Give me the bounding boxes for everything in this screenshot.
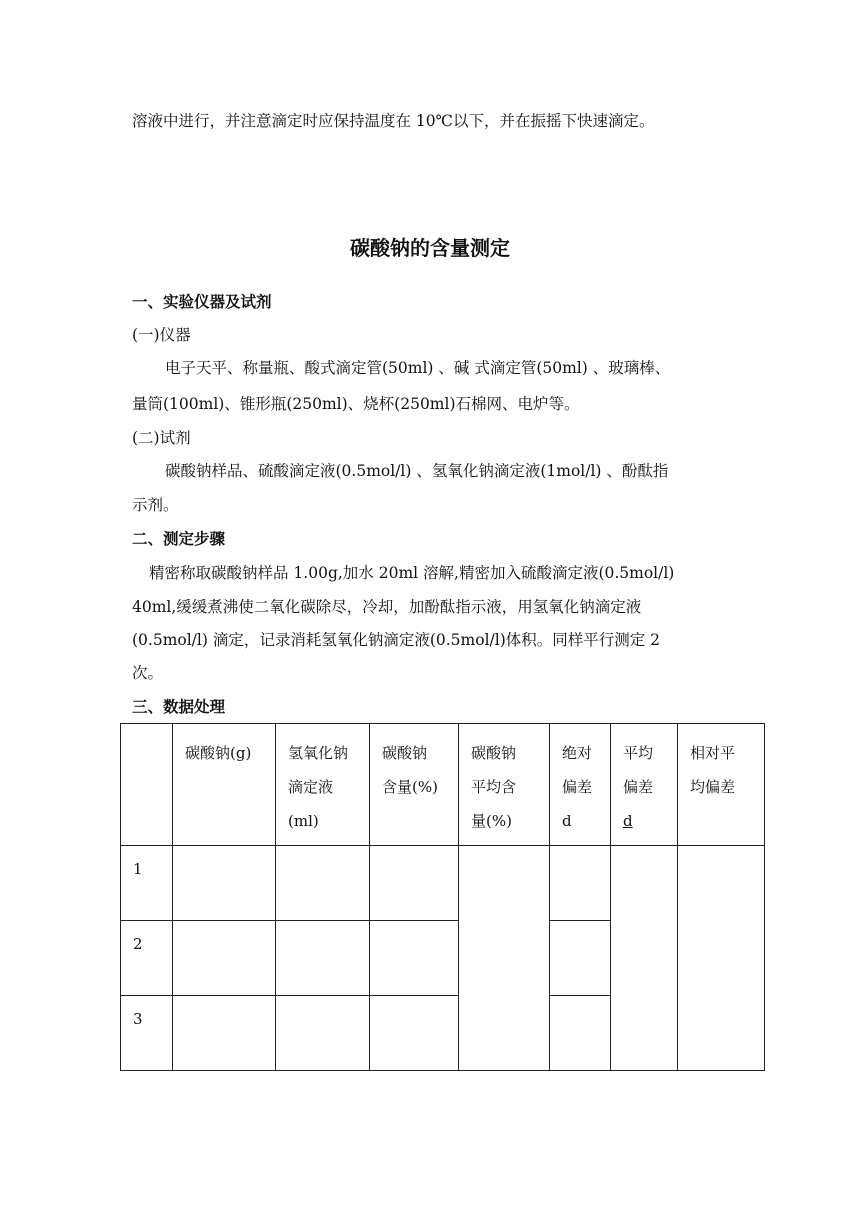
row-number: 1: [121, 846, 173, 921]
section-heading-instruments: 一、实验仪器及试剂: [132, 293, 272, 311]
procedure-text-line-1: 精密称取碳酸钠样品 1.00g,加水 20ml 溶解,精密加入硫酸滴定液(0.5mol/l): [149, 564, 675, 582]
merged-mean-content-cell: [459, 846, 550, 1071]
header-cell-naoh-volume: 氢氧化钠 滴定液 (ml): [276, 724, 370, 846]
subheading-instruments: (一)仪器: [132, 326, 191, 344]
mean-deviation-symbol: d: [623, 812, 633, 830]
section-heading-data: 三、数据处理: [132, 698, 226, 716]
row-number: 3: [121, 996, 173, 1071]
reagents-text-line-1: 碳酸钠样品、硫酸滴定液(0.5mol/l) 、氢氧化钠滴定液(1mol/l) 、酚酞指: [165, 462, 669, 480]
merged-relative-deviation-cell: [678, 846, 765, 1071]
instruments-text-line-2: 量筒(100ml)、锥形瓶(250ml)、烧杯(250ml)石棉网、电炉等。: [132, 395, 580, 413]
table-cell: [276, 921, 370, 996]
table-cell: [370, 996, 459, 1071]
header-cell-absolute-deviation: 绝对 偏差 d: [550, 724, 611, 846]
table-cell: [173, 996, 276, 1071]
table-cell: [173, 921, 276, 996]
table-cell: [276, 846, 370, 921]
table-cell: [550, 921, 611, 996]
header-cell-content: 碳酸钠 含量(%): [370, 724, 459, 846]
header-cell-index: [121, 724, 173, 846]
procedure-text-line-2: 40ml,缓缓煮沸使二氧化碳除尽，冷却，加酚酞指示液，用氢氧化钠滴定液: [132, 598, 642, 616]
table-header-row: [121, 724, 765, 846]
header-cell-relative-mean-deviation: 相对平 均偏差: [678, 724, 765, 846]
data-table: [120, 723, 765, 1071]
reagents-text-line-2: 示剂。: [132, 496, 179, 514]
header-cell-mean-deviation: 平均 偏差 d: [611, 724, 678, 846]
header-cell-mean-content: 碳酸钠 平均含 量(%): [459, 724, 550, 846]
table-cell: [550, 996, 611, 1071]
subheading-reagents: (二)试剂: [132, 429, 191, 447]
row-number: 2: [121, 921, 173, 996]
merged-mean-deviation-cell: [611, 846, 678, 1071]
table-cell: [550, 846, 611, 921]
page-title: 碳酸钠的含量测定: [350, 236, 510, 260]
table-cell: [173, 846, 276, 921]
section-heading-procedure: 二、测定步骤: [132, 530, 226, 548]
header-cell-sample-mass: 碳酸钠(g): [173, 724, 276, 846]
table-cell: [370, 846, 459, 921]
continued-text-line: 溶液中进行，并注意滴定时应保持温度在 10℃以下，并在振摇下快速滴定。: [132, 112, 655, 130]
table-row: [121, 846, 765, 921]
table-cell: [276, 996, 370, 1071]
table-cell: [370, 921, 459, 996]
instruments-text-line-1: 电子天平、称量瓶、酸式滴定管(50ml) 、碱 式滴定管(50ml) 、玻璃棒、: [165, 359, 671, 377]
procedure-text-line-3: (0.5mol/l) 滴定，记录消耗氢氧化钠滴定液(0.5mol/l)体积。同样平行测定 2: [132, 631, 661, 649]
procedure-text-line-4: 次。: [132, 664, 164, 682]
